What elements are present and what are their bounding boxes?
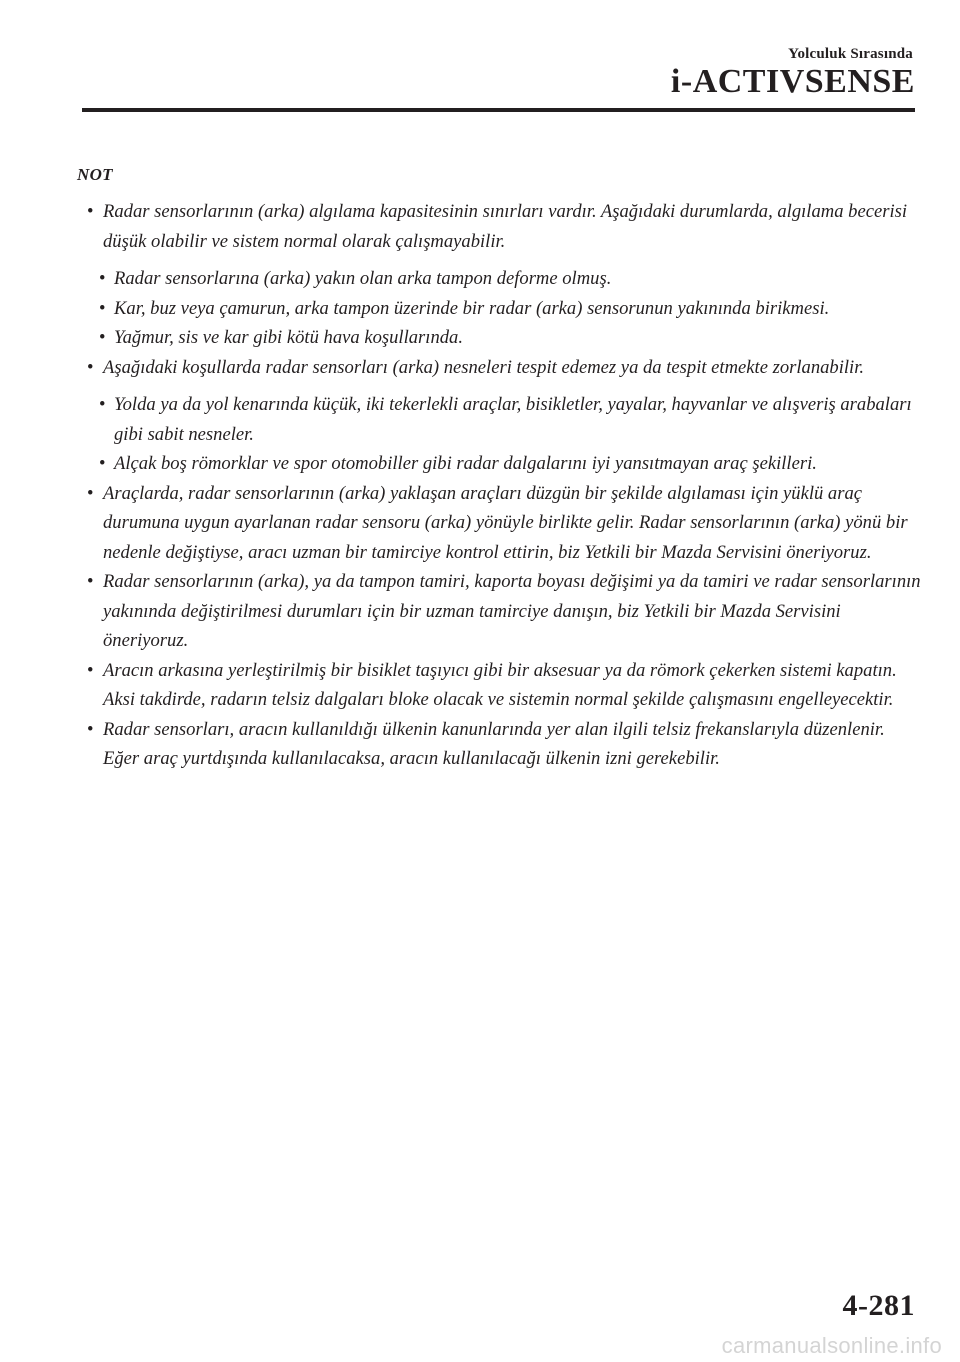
watermark: carmanualsonline.info (721, 1333, 942, 1358)
note-item-text: Aracın arkasına yerleştirilmiş bir bisiklet taşıyıcı gibi bir aksesuar ya da römork çekerken sistemi kapatın. Aksi takdirde, radarın telsiz dalgaları bloke olacak ve sistemin normal şekilde çalışmasını engelleyecektir. (103, 659, 897, 710)
note-block (77, 163, 921, 774)
bullet-icon: • (99, 453, 106, 474)
bullet-icon: • (87, 659, 94, 681)
bullet-icon: • (87, 482, 94, 504)
bullet-icon: • (99, 394, 106, 415)
note-sublist (77, 390, 917, 479)
bullet-icon: • (87, 356, 94, 378)
note-item-text: Radar sensorları, aracın kullanıldığı ülkenin kanunlarında yer alan ilgili telsiz frekanslarıyla düzenlenir. Eğer araç yurtdışında kullanılacaksa, aracın kullanılacağı ülkenin izni gerekebilir. (103, 718, 885, 769)
note-subitem-text: Yağmur, sis ve kar gibi kötü hava koşullarında. (114, 327, 463, 348)
note-item (77, 353, 925, 383)
header-divider (82, 108, 915, 112)
note-subitem (77, 323, 917, 353)
note-item (77, 715, 925, 774)
bullet-icon: • (87, 201, 94, 222)
bullet-icon: • (99, 297, 106, 319)
note-item (77, 567, 925, 656)
note-subitem (77, 264, 917, 294)
bullet-icon: • (87, 571, 94, 592)
note-item (77, 656, 925, 715)
note-subitem-text: Radar sensorlarına (arka) yakın olan arka tampon deforme olmuş. (114, 268, 612, 289)
note-item-text: Araçlarda, radar sensorlarının (arka) yaklaşan araçları düzgün bir şekilde algılaması için yüklü araç durumuna uygun ayarlanan radar sensoru (arka) yönüyle birlikte gelir. Radar sensorlarının (arka) yönü bir nedenle değiştiyse, aracı uzman bir tamirciye kontrol ettirin, biz Yetkili bir Mazda Servisini öneriyoruz. (103, 482, 908, 563)
note-subitem-text: Yolda ya da yol kenarında küçük, iki tekerlekli araçlar, bisikletler, yayalar, hayvanlar ve alışveriş arabaları gibi sabit nesneler. (114, 394, 912, 445)
chapter-title: i-ACTIVSENSE (670, 63, 915, 100)
note-subitem-text: Kar, buz veya çamurun, arka tampon üzerinde bir radar (arka) sensorunun yakınında birikmesi. (114, 297, 830, 319)
note-item-text: Aşağıdaki koşullarda radar sensorları (arka) nesneleri tespit edemez ya da tespit etmekte zorlanabilir. (103, 356, 865, 378)
note-item-text: Radar sensorlarının (arka) algılama kapasitesinin sınırları vardır. Aşağıdaki durumlarda, algılama becerisi düşük olabilir ve sistem normal olarak çalışmayabilir. (103, 201, 908, 252)
section-title: Yolculuk Sırasında (788, 46, 913, 62)
bullet-icon: • (99, 268, 106, 289)
note-subitem (77, 390, 917, 449)
note-label: NOT (77, 165, 113, 184)
note-subitem (77, 449, 917, 479)
note-item-text: Radar sensorlarının (arka), ya da tampon tamiri, kaporta boyası değişimi ya da tamiri ve radar sensorlarının yakınında değiştirilmesi durumları için bir uzman tamirciye danışın, biz Yetkili bir Mazda Servisini öneriyoruz. (103, 571, 921, 651)
bullet-icon: • (87, 718, 94, 740)
note-sublist (77, 264, 917, 353)
bullet-icon: • (99, 327, 106, 348)
page-number: 4-281 (842, 1289, 915, 1322)
note-item (77, 197, 925, 256)
note-subitem (77, 294, 917, 324)
note-item (77, 479, 925, 568)
note-subitem-text: Alçak boş römorklar ve spor otomobiller gibi radar dalgalarını iyi yansıtmayan araç şekilleri. (114, 453, 817, 474)
